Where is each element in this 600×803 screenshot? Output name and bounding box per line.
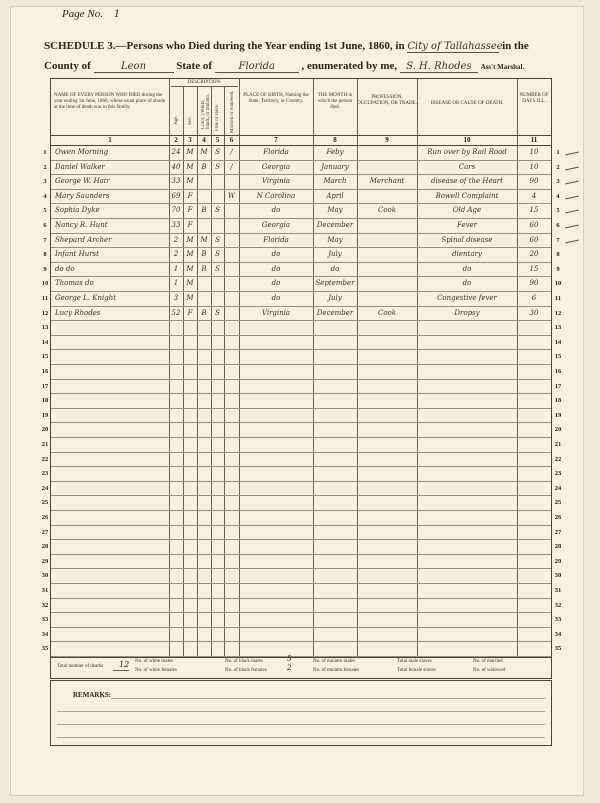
- cell-age: 33: [171, 221, 181, 229]
- cell-month: January: [321, 162, 349, 171]
- enumerator-field: S. H. Rhodes: [400, 61, 478, 73]
- cell-month: do: [330, 264, 340, 273]
- row-rule: [51, 612, 551, 613]
- row-rule: [51, 349, 551, 350]
- cell-disease: dientary: [452, 250, 482, 259]
- cell-color: M: [200, 235, 208, 244]
- column-number: 9: [385, 136, 389, 144]
- cell-days: 90: [529, 279, 539, 288]
- column-number: 10: [463, 136, 471, 144]
- row-number: 17: [41, 382, 49, 390]
- row-rule: [51, 160, 551, 161]
- row-number: 6: [43, 222, 47, 229]
- cell-name: Lucy Rhodes: [55, 308, 101, 317]
- row-number: 32: [554, 601, 562, 609]
- cell-month: July: [328, 294, 342, 302]
- row-rule: [51, 262, 551, 263]
- county-field: Leon: [94, 61, 174, 73]
- remarks-line: [57, 711, 545, 712]
- cell-birth: Florida: [263, 148, 289, 156]
- row-number: 10: [41, 280, 49, 288]
- row-number: 34: [41, 630, 49, 638]
- column-number: 5: [215, 136, 220, 144]
- cell-days: 10: [529, 162, 539, 171]
- row-rule: [51, 598, 551, 599]
- row-rule: [51, 495, 551, 496]
- cell-free: S: [215, 235, 220, 244]
- state-label: State of: [176, 60, 213, 72]
- row-rule: [51, 320, 551, 321]
- row-rule: [51, 481, 551, 482]
- cell-days: 15: [529, 264, 539, 273]
- col-description-header: DESCRIPTION.: [171, 80, 238, 87]
- state-field: Florida: [215, 61, 299, 73]
- row-number: 31: [554, 587, 562, 594]
- totals-footer: [50, 656, 552, 679]
- row-number: 25: [554, 499, 562, 507]
- cell-disease: Cars: [458, 162, 476, 171]
- mulatto-males-label: No. of mulatto males: [313, 659, 356, 664]
- county-line: [44, 60, 554, 73]
- row-number: 12: [554, 309, 562, 317]
- white-females-label: No. of white females: [135, 668, 177, 673]
- place-field: City of Tallahassee: [407, 41, 503, 52]
- row-rule: [51, 364, 551, 365]
- row-number: 30: [41, 572, 49, 580]
- cell-name: do do: [55, 264, 75, 273]
- row-number: 9: [556, 265, 560, 273]
- female-slaves-label: Total female slaves: [397, 668, 436, 673]
- cell-sex: M: [186, 279, 194, 288]
- col-free-header: Free or slave.: [215, 103, 220, 131]
- check-mark: [565, 166, 579, 170]
- cell-age: 52: [171, 308, 181, 317]
- col-married-header: Married or widowed.: [230, 90, 235, 133]
- col-profession-header: PROFESSION, OCCUPATION, OR TRADE.: [357, 95, 417, 106]
- cell-days: 60: [529, 235, 539, 244]
- cell-month: Feby: [326, 148, 344, 156]
- row-rule: [51, 203, 551, 204]
- row-number: 14: [41, 338, 49, 346]
- cell-profession: Merchant: [369, 177, 405, 186]
- black-females-label: No. of black females: [225, 668, 267, 673]
- mulatto-females-label: No. of mulatto females: [313, 668, 360, 673]
- row-rule: [51, 539, 551, 540]
- cell-sex: M: [186, 250, 194, 259]
- cell-name: Mary Saunders: [55, 191, 110, 200]
- cell-birth: do: [271, 279, 281, 288]
- row-number: 15: [554, 353, 562, 361]
- deaths-table: [41, 78, 562, 658]
- column-number: 7: [274, 136, 278, 144]
- row-number: 24: [554, 484, 562, 492]
- column-number: 2: [174, 136, 178, 144]
- cell-disease: disease of the Heart: [431, 177, 503, 186]
- cell-birth: Virginia: [261, 177, 291, 186]
- cell-month: March: [323, 177, 347, 186]
- cell-month: May: [327, 206, 343, 215]
- row-number: 18: [554, 397, 562, 405]
- row-number: 28: [41, 543, 49, 551]
- row-rule: [51, 276, 551, 277]
- cell-color: B: [201, 308, 207, 317]
- cell-age: 1: [173, 279, 179, 288]
- cell-sex: F: [187, 206, 193, 215]
- cell-disease: do: [462, 279, 472, 288]
- cell-disease: Dropsy: [454, 308, 480, 317]
- row-rule: [51, 408, 551, 409]
- cell-month: July: [328, 250, 342, 259]
- row-rule: [51, 335, 551, 336]
- cell-sex: M: [186, 264, 194, 273]
- row-rule: [51, 510, 551, 511]
- cell-color: M: [200, 148, 208, 156]
- cell-birth: do: [271, 294, 281, 302]
- remarks-line: [57, 737, 545, 738]
- cell-sex: M: [186, 235, 194, 244]
- cell-age: 2: [173, 250, 179, 259]
- total-deaths-label: Total number of deaths: [57, 664, 104, 669]
- cell-sex: M: [186, 294, 194, 302]
- check-mark: [565, 239, 579, 243]
- row-number: 8: [43, 251, 47, 259]
- white-males-label: No. of white males: [135, 659, 174, 664]
- cell-days: 30: [529, 308, 539, 317]
- cell-sex: M: [186, 148, 194, 156]
- cell-name: Daniel Walker: [55, 162, 105, 171]
- row-rule: [51, 174, 551, 175]
- cell-sex: M: [186, 177, 194, 186]
- remarks-line: [57, 724, 545, 725]
- cell-age: 2: [173, 235, 179, 244]
- row-rule: [51, 554, 551, 555]
- row-number: 19: [41, 411, 49, 419]
- row-number: 33: [554, 616, 562, 624]
- cell-birth: do: [271, 264, 281, 273]
- page-label: Page No.: [62, 8, 103, 20]
- column-divider: [357, 79, 358, 657]
- col-name-header: NAME OF EVERY PERSON WHO DIED during the year ending 1st June, 1860, whose usual place of abode at the time of death was in this family.: [54, 93, 165, 110]
- col-sex-header: Sex.: [188, 116, 193, 125]
- remarks-section: [50, 680, 552, 746]
- cell-month: April: [326, 191, 344, 200]
- row-number: 18: [41, 397, 49, 405]
- row-number: 9: [43, 265, 47, 273]
- cell-free: S: [215, 308, 220, 317]
- cell-name: Sophia Dyke: [55, 206, 100, 215]
- row-number: 1: [43, 149, 47, 156]
- cell-free: S: [215, 206, 220, 215]
- cell-birth: do: [271, 206, 281, 215]
- row-number: 22: [554, 455, 562, 463]
- row-rule: [51, 247, 551, 248]
- cell-sex: F: [187, 308, 193, 317]
- row-number: 14: [554, 338, 562, 346]
- schedule-title: [44, 40, 554, 53]
- black-females-value: 2: [287, 664, 292, 672]
- total-deaths-value: 12: [119, 660, 130, 669]
- cell-name: George L. Knight: [55, 294, 117, 302]
- cell-disease: do: [462, 264, 472, 273]
- row-number: 21: [554, 441, 562, 448]
- header-rule: [51, 145, 551, 146]
- marshal-label: Ass't Marshal.: [480, 63, 525, 71]
- cell-color: B: [201, 250, 207, 259]
- row-number: 2: [43, 163, 47, 171]
- cell-disease: Bowell Complaint: [435, 191, 499, 200]
- cell-sex: F: [187, 221, 193, 229]
- row-rule: [51, 583, 551, 584]
- check-mark: [565, 152, 579, 156]
- cell-days: 10: [529, 148, 539, 156]
- cell-disease: Fever: [456, 221, 478, 229]
- cell-married: /: [230, 162, 233, 171]
- cell-free: S: [215, 148, 220, 156]
- row-rule: [51, 452, 551, 453]
- row-number: 4: [556, 192, 560, 200]
- row-number: 13: [41, 324, 49, 332]
- row-number: 2: [556, 163, 560, 171]
- row-number: 19: [554, 411, 562, 419]
- cell-age: 24: [171, 148, 181, 156]
- cell-birth: N Carolina: [256, 191, 296, 200]
- cell-month: September: [315, 279, 355, 288]
- row-rule: [51, 291, 551, 292]
- row-number: 31: [41, 587, 49, 594]
- remarks-line: [111, 698, 545, 699]
- row-rule: [51, 393, 551, 394]
- county-label: County of: [44, 60, 91, 72]
- row-number: 26: [41, 514, 49, 521]
- row-number: 34: [554, 630, 562, 638]
- cell-sex: M: [186, 162, 194, 171]
- row-rule: [51, 466, 551, 467]
- row-rule: [51, 189, 551, 190]
- cell-month: December: [316, 221, 354, 229]
- cell-age: 70: [171, 206, 181, 215]
- cell-profession: Cook: [377, 308, 397, 317]
- row-number: 32: [41, 601, 49, 609]
- row-rule: [51, 218, 551, 219]
- cell-disease: Old Age: [452, 206, 482, 215]
- column-divider: [211, 87, 212, 657]
- row-number: 33: [41, 616, 49, 624]
- row-number: 3: [556, 178, 560, 186]
- col-color-header: Color, {White, black, or mulatto.: [201, 93, 211, 129]
- row-number: 6: [556, 222, 560, 229]
- column-number: 3: [188, 136, 192, 144]
- row-number: 13: [554, 324, 562, 332]
- row-number: 11: [41, 295, 49, 302]
- total-deaths-line: [113, 670, 129, 671]
- column-number: 8: [333, 136, 337, 144]
- remarks-label: REMARKS:: [73, 691, 112, 699]
- cell-name: Nancy R. Hunt: [55, 221, 108, 229]
- cell-days: 4: [531, 191, 537, 200]
- col-month-header: THE MONTH in which the person died.: [317, 93, 353, 110]
- cell-name: Owen Morning: [55, 148, 109, 156]
- row-number: 4: [43, 192, 47, 200]
- cell-disease: Congestive fever: [437, 294, 497, 302]
- cell-color: B: [201, 206, 207, 215]
- column-number: 6: [229, 136, 234, 144]
- row-number: 5: [43, 207, 47, 215]
- row-number: 21: [41, 441, 49, 448]
- cell-birth: do: [271, 250, 281, 259]
- row-number: 7: [43, 236, 47, 244]
- cell-married: /: [230, 148, 233, 156]
- cell-birth: Virginia: [261, 308, 291, 317]
- row-number: 16: [554, 368, 562, 375]
- row-rule: [51, 379, 551, 380]
- row-number: 27: [41, 528, 49, 536]
- row-rule: [51, 627, 551, 628]
- census-sheet: [10, 6, 584, 796]
- in-the-text: in the: [502, 40, 529, 52]
- row-number: 20: [41, 426, 49, 434]
- row-number: 23: [41, 470, 49, 478]
- column-divider: [224, 87, 225, 657]
- row-rule: [51, 525, 551, 526]
- schedule-title-text: SCHEDULE 3.—Persons who Died during the Year ending 1st June, 1860, in: [44, 40, 405, 52]
- row-number: 5: [556, 207, 560, 215]
- column-number: 4: [202, 136, 206, 144]
- cell-name: Infant Hurst: [55, 250, 99, 259]
- row-number: 23: [554, 470, 562, 478]
- row-number: 29: [41, 557, 49, 565]
- row-number: 28: [554, 543, 562, 551]
- cell-age: 40: [171, 162, 181, 171]
- black-males-value: 5: [287, 655, 292, 663]
- row-rule: [51, 641, 551, 642]
- row-number: 1: [556, 149, 560, 156]
- row-number: 17: [554, 382, 562, 390]
- cell-name: Thomas do: [55, 279, 94, 288]
- row-number: 35: [554, 645, 562, 653]
- cell-birth: Georgia: [261, 221, 291, 229]
- enumerated-label: , enumerated by me,: [301, 60, 398, 72]
- column-divider: [183, 87, 184, 657]
- col-days-header: NUMBER OF DAYS ILL.: [519, 93, 549, 104]
- cell-days: 90: [529, 177, 539, 186]
- row-number: 8: [556, 251, 560, 259]
- cell-days: 60: [529, 221, 539, 229]
- row-number: 11: [554, 295, 562, 302]
- check-mark: [565, 210, 579, 214]
- check-mark: [565, 181, 579, 185]
- cell-month: May: [327, 235, 343, 244]
- row-number: 29: [554, 557, 562, 565]
- row-number: 30: [554, 572, 562, 580]
- cell-days: 15: [529, 206, 539, 215]
- row-number: 22: [41, 455, 49, 463]
- cell-free: S: [215, 162, 220, 171]
- cell-disease: Run over by Rail Road: [427, 148, 507, 156]
- column-divider: [197, 87, 198, 657]
- cell-days: 20: [529, 250, 539, 259]
- row-number: 24: [41, 484, 49, 492]
- row-number: 10: [554, 280, 562, 288]
- cell-age: 1: [173, 264, 179, 273]
- col-birth-header: PLACE OF BIRTH, Naming the State, Territory, or Country.: [243, 93, 309, 104]
- cell-color: B: [201, 264, 207, 273]
- row-rule: [51, 233, 551, 234]
- page-number-value: 1: [113, 9, 121, 20]
- row-rule: [51, 306, 551, 307]
- married-label: No. of married: [473, 659, 503, 664]
- cell-profession: Cook: [377, 206, 397, 215]
- row-rule: [51, 568, 551, 569]
- row-number: 20: [554, 426, 562, 434]
- row-number: 7: [556, 236, 560, 244]
- cell-age: 69: [171, 191, 181, 200]
- row-number: 16: [41, 368, 49, 375]
- black-males-label: No. of black males: [225, 659, 263, 664]
- check-mark: [565, 195, 579, 199]
- check-mark: [565, 225, 579, 229]
- cell-birth: Georgia: [261, 162, 291, 171]
- cell-month: December: [316, 308, 354, 317]
- column-number: 11: [530, 136, 538, 144]
- cell-days: 6: [531, 294, 537, 302]
- cell-color: B: [201, 162, 207, 171]
- cell-married: W: [227, 191, 236, 200]
- row-number: 35: [41, 645, 49, 653]
- row-rule: [51, 437, 551, 438]
- row-rule: [51, 422, 551, 423]
- cell-birth: Florida: [263, 235, 289, 244]
- cell-free: S: [215, 250, 220, 259]
- row-number: 12: [41, 309, 49, 317]
- male-slaves-label: Total male slaves: [397, 659, 432, 664]
- column-number: 1: [108, 136, 112, 144]
- cell-disease: Spinal disease: [441, 235, 493, 244]
- row-number: 27: [554, 528, 562, 536]
- page-number: [62, 8, 120, 20]
- cell-name: Shepard Archer: [55, 235, 112, 244]
- col-age-header: Age.: [174, 115, 179, 125]
- cell-sex: F: [187, 191, 193, 200]
- row-number: 26: [554, 514, 562, 521]
- cell-age: 33: [171, 177, 181, 186]
- col-disease-header: DISEASE OR CAUSE OF DEATH.: [430, 101, 504, 106]
- row-number: 3: [43, 178, 47, 186]
- row-number: 25: [41, 499, 49, 507]
- widowed-label: No. of widowed: [473, 668, 506, 673]
- cell-age: 3: [173, 294, 179, 302]
- row-number: 15: [41, 353, 49, 361]
- cell-free: S: [215, 264, 220, 273]
- cell-name: George W. Hair: [55, 177, 110, 186]
